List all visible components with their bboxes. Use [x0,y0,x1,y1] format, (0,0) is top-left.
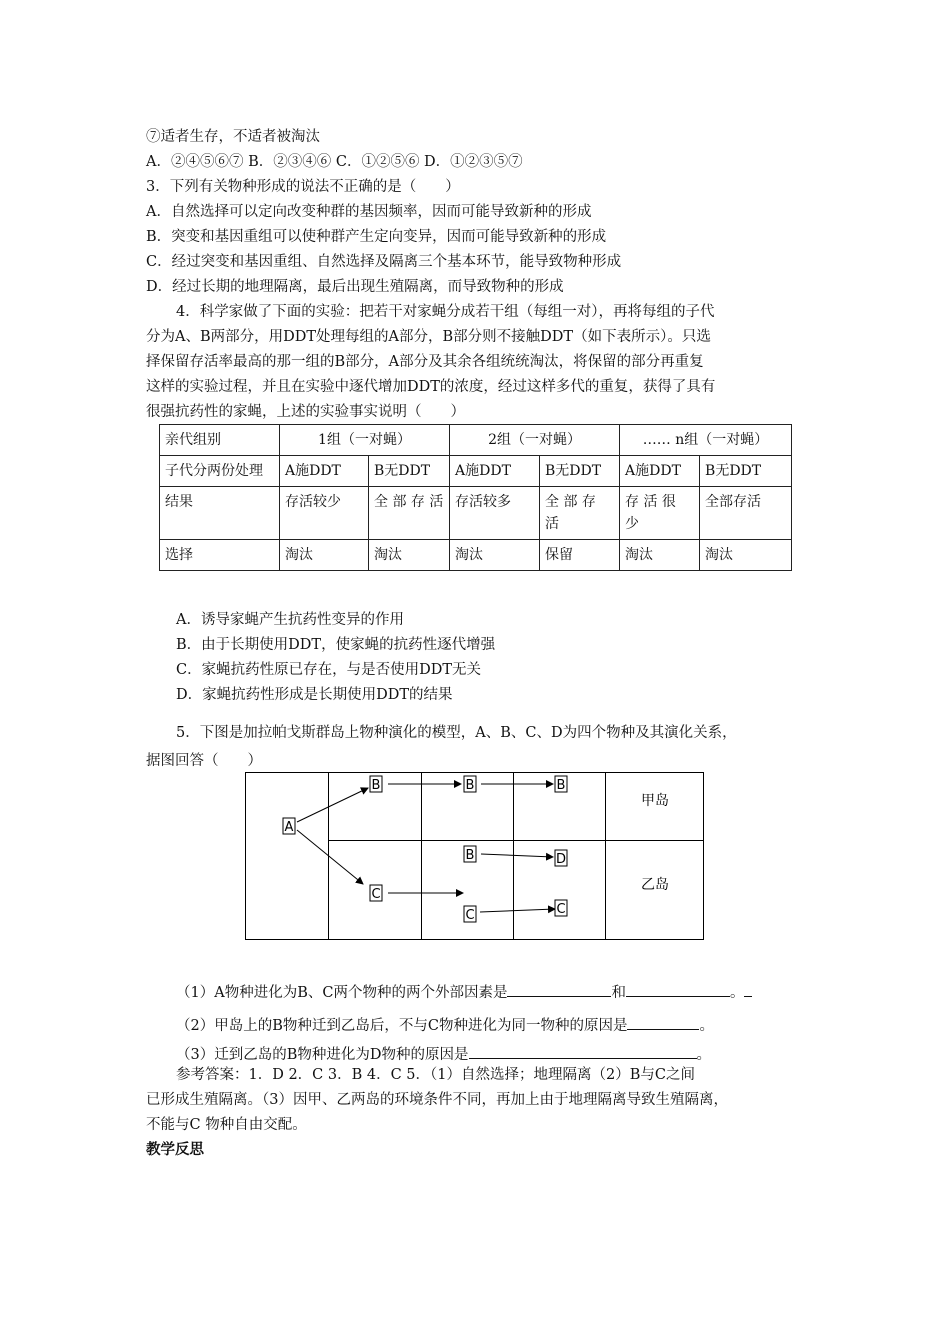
species-node-b [370,776,382,793]
q4-option-b: B．由于长期使用DDT，使家蝇的抗药性逐代增强 [176,637,496,653]
table-cell: 存活较少 [280,487,369,540]
question-5-line-2: 据图回答（ ） [146,753,262,769]
answer-blank [507,982,611,997]
question-3: 3．下列有关物种形成的说法不正确的是（ ） [146,179,460,195]
table-cell: 淘汰 [620,540,700,571]
table-row [160,540,792,571]
table-cell: 淘汰 [700,540,792,571]
species-node-b [464,846,476,863]
table-cell: B无DDT [700,456,792,487]
species-node-a [283,818,295,835]
node-label: B [465,778,475,793]
sub-question-1 [176,982,752,1002]
species-node-b [555,776,567,793]
sub-question-text: 。 [696,1047,712,1063]
table-cell: B无DDT [540,456,620,487]
question-4-line-2: 分为A、B两部分，用DDT处理每组的A部分，B部分则不接触DDT（如下表所示）。只选 [146,329,711,345]
sub-question-text: 。 [729,985,745,1001]
section-heading-reflection: 教学反思 [146,1142,204,1158]
table-cell: A施DDT [280,456,369,487]
node-label: B [465,848,475,863]
question-4-line-5: 很强抗药性的家蝇，上述的实验事实说明（ ） [146,404,465,420]
question-4-line-4: 这样的实验过程，并且在实验中逐代增加DDT的浓度，经过这样多代的重复，获得了具有 [146,379,716,395]
table-cell: 全 部 存 活 [369,487,450,540]
q3-option-d: D．经过长期的地理隔离，最后出现生殖隔离，而导致物种的形成 [146,279,564,295]
arrow-a-to-b [297,788,368,822]
question-5-line-1: 5．下图是加拉帕戈斯群岛上物种演化的模型，A、B、C、D为四个物种及其演化关系， [176,725,737,741]
species-node-b [464,776,476,793]
statement-7: ⑦适者生存，不适者被淘汰 [146,129,320,145]
table-cell: 淘汰 [280,540,369,571]
table-cell: 结果 [160,487,280,540]
table-cell: 全 部 存 活 [540,487,620,540]
table-cell: 保留 [540,540,620,571]
answer-blank [469,1044,697,1059]
table-cell: 存 活 很 少 [620,487,700,540]
sub-question-text: 。 [699,1018,714,1034]
node-label: D [555,852,567,867]
table-cell: 子代分两份处理 [160,456,280,487]
q3-option-a: A．自然选择可以定向改变种群的基因频率，因而可能导致新种的形成 [146,204,592,220]
sub-question-text: （2）甲岛上的B物种迁到乙岛后，不与C物种进化为同一物种的原因是 [176,1018,628,1034]
table-cell: 淘汰 [369,540,450,571]
table-row [160,456,792,487]
arrow-a-to-c [297,830,363,884]
sub-question-text: （3）迁到乙岛的B物种进化为D物种的原因是 [176,1047,469,1063]
table-cell: …… n组（一对蝇） [620,425,792,456]
answer-key-line-1: 参考答案：1．D 2．C 3．B 4．C 5．（1）自然选择；地理隔离（2）B与C之间 [176,1067,695,1083]
q4-option-c: C．家蝇抗药性原已存在，与是否使用DDT无关 [176,662,482,678]
sub-question-text: 和 [611,985,626,1001]
species-node-c [555,900,567,917]
ddt-experiment-table [159,424,792,571]
node-label: B [556,778,566,793]
table-cell: 存活较多 [450,487,540,540]
arrow [481,854,553,857]
q3-option-b: B．突变和基因重组可以使种群产生定向变异，因而可能导致新种的形成 [146,229,607,245]
table-cell: 淘汰 [450,540,540,571]
table-cell: 选择 [160,540,280,571]
answer-blank [744,982,752,997]
node-label: A [284,820,294,835]
evolution-diagram [245,772,707,946]
species-node-d [555,850,567,867]
island-label-bottom: 乙岛 [641,877,669,893]
q4-option-a: A．诱导家蝇产生抗药性变异的作用 [176,612,404,628]
node-label: B [371,778,381,793]
answer-key-line-2: 已形成生殖隔离。（3）因甲、乙两岛的环境条件不同，再加上由于地理隔离导致生殖隔离， [146,1092,728,1108]
sub-question-2 [176,1015,714,1035]
table-cell: 亲代组别 [160,425,280,456]
arrow [480,909,555,912]
table-cell: 全部存活 [700,487,792,540]
answer-blank [627,1015,699,1030]
table-cell: A施DDT [620,456,700,487]
node-label: C [465,908,475,923]
question-4-line-3: 择保留存活率最高的那一组的B部分，A部分及其余各组统统淘汰，将保留的部分再重复 [146,354,704,370]
island-label-top: 甲岛 [641,793,669,809]
table-cell: A施DDT [450,456,540,487]
table-cell: 1组（一对蝇） [280,425,450,456]
species-node-c [464,906,476,923]
sub-question-text: （1）A物种进化为B、C两个物种的两个外部因素是 [176,985,508,1001]
node-label: C [556,902,566,917]
question-4-line-1: 4．科学家做了下面的实验：把若干对家蝇分成若干组（每组一对），再将每组的子代 [176,304,715,320]
answer-key-line-3: 不能与C 物种自由交配。 [146,1117,307,1133]
q3-option-c: C．经过突变和基因重组、自然选择及隔离三个基本环节，能导致物种形成 [146,254,622,270]
sub-question-3 [176,1044,711,1064]
q4-option-d: D．家蝇抗药性形成是长期使用DDT的结果 [176,687,453,703]
table-row [160,487,792,540]
table-row [160,425,792,456]
answer-blank [626,982,730,997]
node-label: C [371,887,381,902]
table-cell: B无DDT [369,456,450,487]
table-cell: 2组（一对蝇） [450,425,620,456]
q2-options: A．②④⑤⑥⑦ B．②③④⑥ C．①②⑤⑥ D．①②③⑤⑦ [146,154,523,170]
species-node-c [370,885,382,902]
